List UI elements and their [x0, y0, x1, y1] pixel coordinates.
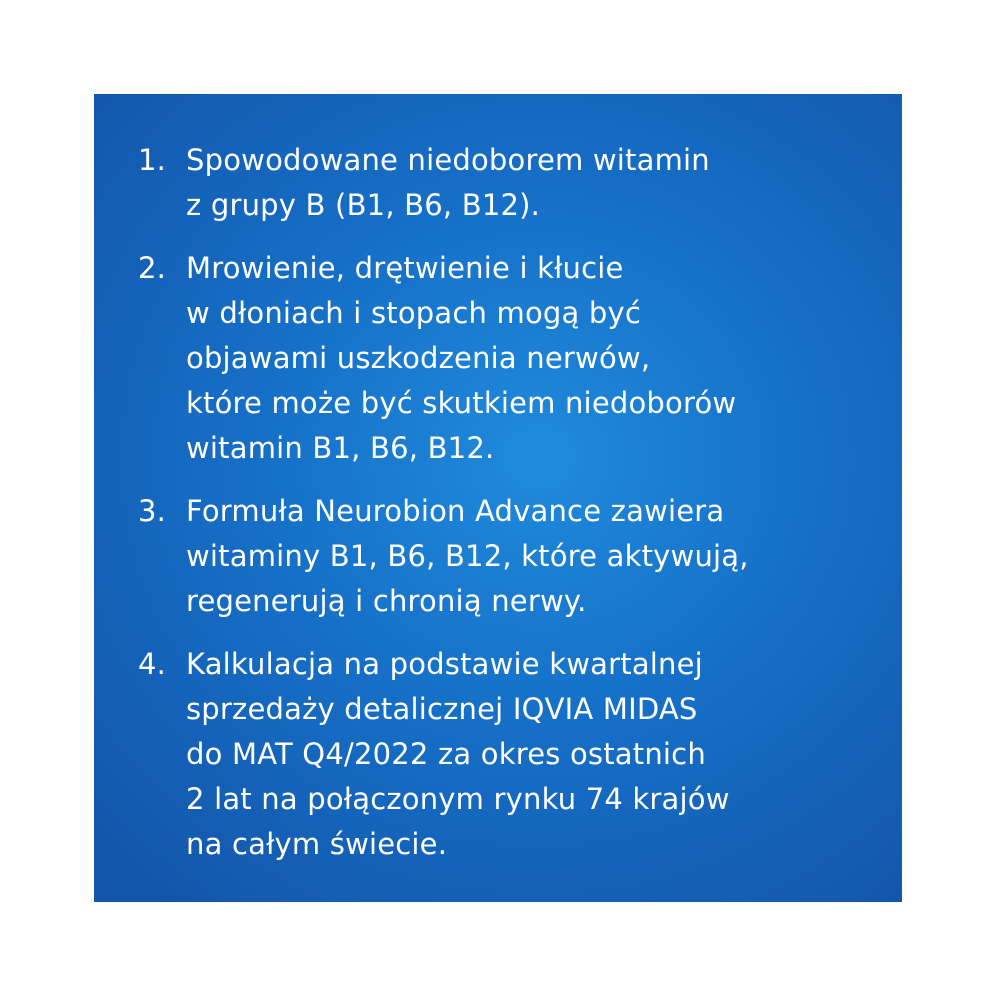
footnote-number: 2.: [138, 251, 167, 285]
footnotes-panel: [94, 94, 902, 902]
footnote-line: witamin B1, B6, B12.: [186, 431, 495, 465]
footnote-line: witaminy B1, B6, B12, które aktywują,: [186, 539, 749, 573]
footnote-line: Mrowienie, drętwienie i kłucie: [186, 251, 624, 285]
footnote-line: sprzedaży detalicznej IQVIA MIDAS: [186, 692, 698, 726]
footnote-line: z grupy B (B1, B6, B12).: [186, 188, 541, 222]
footnote-number: 1.: [138, 143, 167, 177]
footnote-line: w dłoniach i stopach mogą być: [186, 296, 642, 330]
footnote-number: 3.: [138, 494, 167, 528]
footnote-1: [138, 138, 878, 228]
footnote-2: [138, 246, 878, 471]
footnote-line: Kalkulacja na podstawie kwartalnej: [186, 647, 703, 681]
footnote-line: objawami uszkodzenia nerwów,: [186, 341, 651, 375]
footnote-line: na całym świecie.: [186, 827, 448, 861]
footnote-3: [138, 489, 878, 624]
footnote-line: które może być skutkiem niedoborów: [186, 386, 737, 420]
footnote-line: 2 lat na połączonym rynku 74 krajów: [186, 782, 730, 816]
footnote-line: Spowodowane niedoborem witamin: [186, 143, 710, 177]
footnote-line: Formuła Neurobion Advance zawiera: [186, 494, 725, 528]
footnote-number: 4.: [138, 647, 167, 681]
footnote-line: do MAT Q4/2022 za okres ostatnich: [186, 737, 706, 771]
footnote-line: regenerują i chronią nerwy.: [186, 584, 587, 618]
footnotes-list: [138, 138, 878, 885]
footnote-4: [138, 642, 878, 867]
